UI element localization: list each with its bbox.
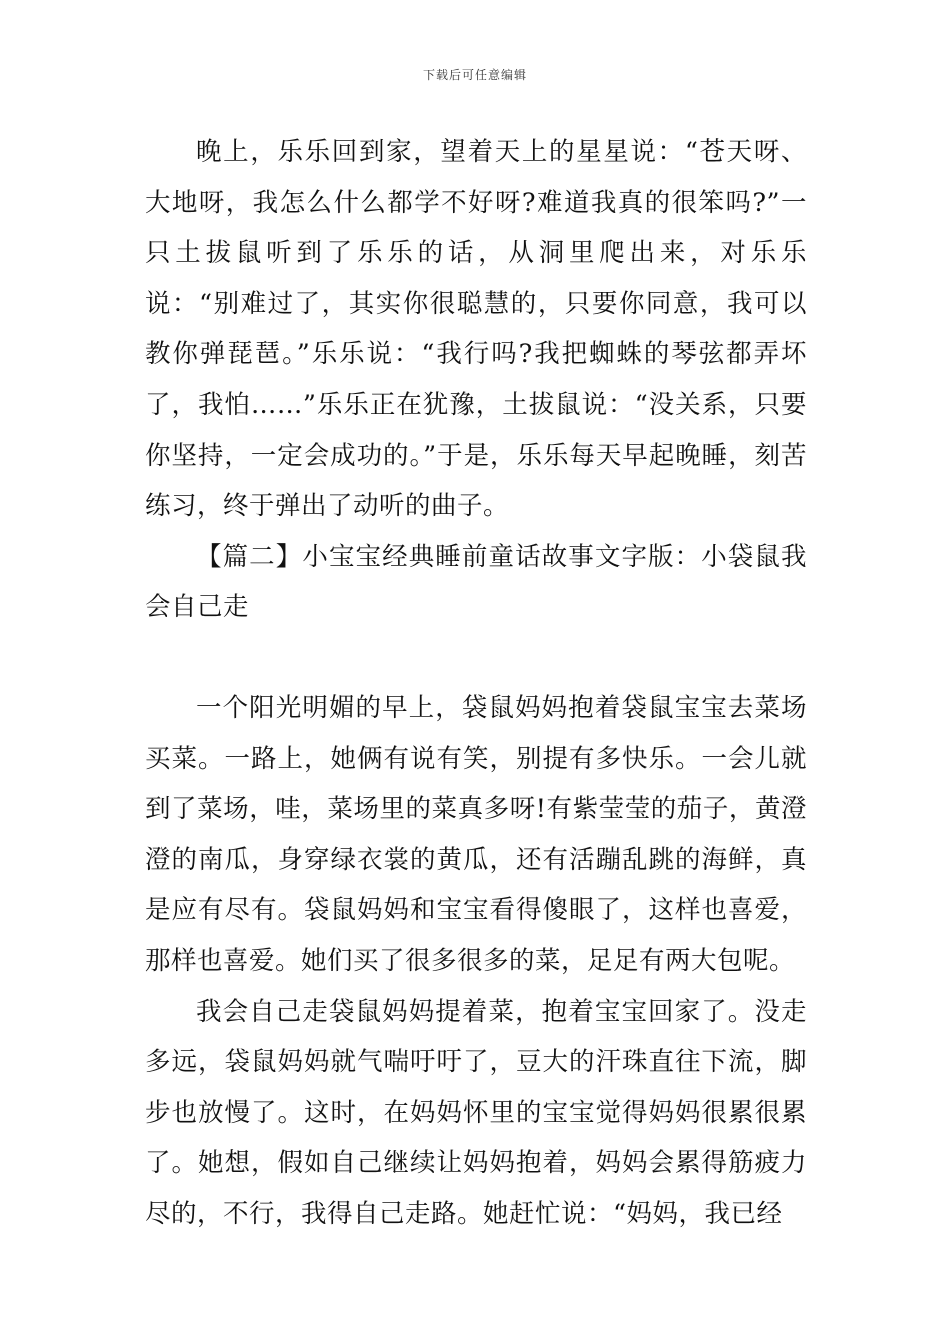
blank-line <box>145 633 807 683</box>
paragraph-walk-home: 我会自己走袋鼠妈妈提着菜，抱着宝宝回家了。没走多远，袋鼠妈妈就气喘吁吁了，豆大的汗珠直往下流，脚步也放慢了。这时，在妈妈怀里的宝宝觉得妈妈很累很累了。她想，假如自己继续让妈妈抱着，妈妈会累得筋疲力尽的，不行，我得自己走路。她赶忙说：“妈妈，我已经 <box>145 996 807 1229</box>
paragraph-market-story: 一个阳光明媚的早上，袋鼠妈妈抱着袋鼠宝宝去菜场买菜。一路上，她俩有说有笑，别提有多快乐。一会儿就到了菜场，哇，菜场里的菜真多呀!有紫莹莹的茄子，黄澄澄的南瓜，身穿绿衣裳的黄瓜，还有活蹦乱跳的海鲜，真是应有尽有。袋鼠妈妈和宝宝看得傻眼了，这样也喜爱，那样也喜爱。她们买了很多很多的菜，足足有两大包呢。 <box>145 692 807 976</box>
document-body <box>145 127 807 1239</box>
page-header-note: 下载后可任意编辑 <box>422 68 527 82</box>
paragraph-evening-story: 晚上，乐乐回到家，望着天上的星星说：“苍天呀、大地呀，我怎么什么都学不好呀?难道我真的很笨吗?”一只土拔鼠听到了乐乐的话，从洞里爬出来，对乐乐说：“别难过了，其实你很聪慧的，只要你同意，我可以教你弹琵琶。”乐乐说：“我行吗?我把蜘蛛的琴弦都弄坏了，我怕……”乐乐正在犹豫，土拔鼠说：“没关系，只要你坚持，一定会成功的。”于是，乐乐每天早起晚睡，刻苦练习，终于弹出了动听的曲子。 <box>145 137 807 522</box>
section-heading-part-two: 【篇二】小宝宝经典睡前童话故事文字版：小袋鼠我会自己走 <box>145 541 807 623</box>
